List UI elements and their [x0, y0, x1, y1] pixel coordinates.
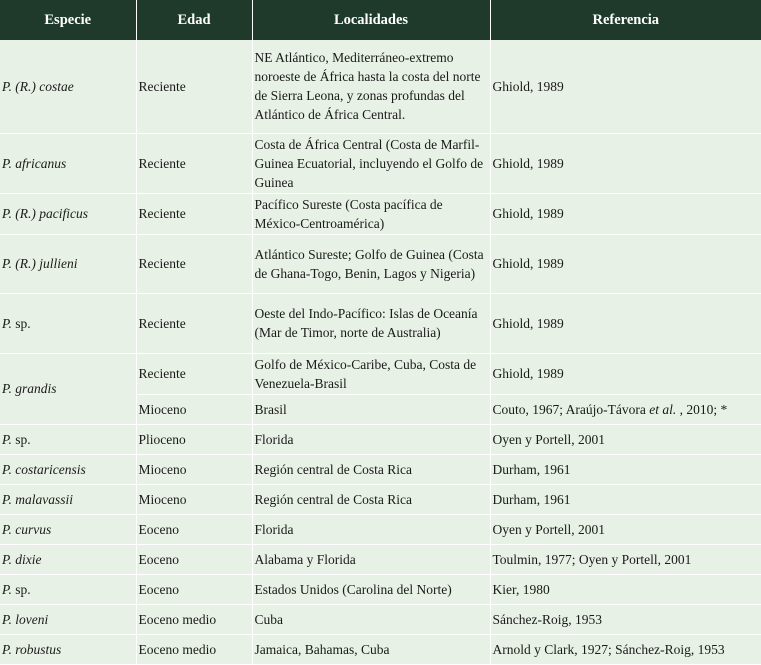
genus: P.: [2, 381, 12, 396]
species-name: pacificus: [39, 206, 89, 221]
especie-cell: [0, 634, 136, 664]
table-row: [0, 454, 761, 484]
species-name: sp.: [15, 315, 31, 331]
referencia-cell: [490, 394, 761, 424]
referencia-cell: Ghiold, 1989: [490, 133, 761, 193]
header-localidades: Localidades: [252, 0, 490, 40]
especie-cell: [0, 193, 136, 234]
species-name: grandis: [15, 381, 57, 396]
genus: P.: [2, 256, 12, 271]
genus: P.: [2, 611, 12, 627]
genus: P.: [2, 581, 12, 597]
species-name: dixie: [15, 551, 42, 567]
especie-cell: [0, 574, 136, 604]
genus: P.: [2, 315, 12, 331]
referencia-cell: Ghiold, 1989: [490, 234, 761, 293]
species-name: malavassii: [15, 491, 74, 507]
edad-cell: Reciente: [136, 293, 252, 353]
especie-cell: [0, 293, 136, 353]
genus: P.: [2, 551, 12, 567]
table-row: [0, 193, 761, 234]
edad-cell: Plioceno: [136, 424, 252, 454]
referencia-cell: Ghiold, 1989: [490, 293, 761, 353]
table-row: [0, 293, 761, 353]
table-row: [0, 514, 761, 544]
especie-cell: [0, 40, 136, 133]
especie-cell: [0, 133, 136, 193]
edad-cell: Eoceno medio: [136, 604, 252, 634]
header-especie: Especie: [0, 0, 136, 40]
edad-cell: Eoceno: [136, 514, 252, 544]
table-row: [0, 634, 761, 664]
species-name: curvus: [15, 521, 52, 537]
table-row: [0, 133, 761, 193]
edad-cell: Reciente: [136, 40, 252, 133]
table-row: [0, 40, 761, 133]
referencia-cell: Ghiold, 1989: [490, 193, 761, 234]
subgenus: (R.): [15, 256, 36, 271]
edad-cell: Reciente: [136, 193, 252, 234]
localidades-cell: Región central de Costa Rica: [252, 454, 490, 484]
subgenus: (R.): [15, 206, 36, 221]
table-row: [0, 604, 761, 634]
genus: P.: [2, 78, 12, 94]
localidades-cell: Atlántico Sureste; Golfo de Guinea (Costa de Ghana-Togo, Benin, Lagos y Nigeria): [252, 234, 490, 293]
edad-cell: Mioceno: [136, 454, 252, 484]
localidades-cell: Pacífico Sureste (Costa pacífica de México-Centroamérica): [252, 193, 490, 234]
especie-cell: [0, 424, 136, 454]
localidades-cell: Florida: [252, 514, 490, 544]
header-row: [0, 0, 761, 40]
localidades-cell: Brasil: [252, 394, 490, 424]
genus: P.: [2, 461, 12, 477]
species-name: robustus: [15, 641, 62, 657]
especie-cell: [0, 454, 136, 484]
header-edad: Edad: [136, 0, 252, 40]
table-row: [0, 484, 761, 514]
especie-cell: [0, 514, 136, 544]
species-name: costaricensis: [15, 461, 86, 477]
subgenus: (R.): [15, 78, 36, 94]
referencia-cell: Oyen y Portell, 2001: [490, 514, 761, 544]
species-name: costae: [39, 78, 74, 94]
species-name: jullieni: [39, 256, 78, 271]
referencia-cell: Arnold y Clark, 1927; Sánchez-Roig, 1953: [490, 634, 761, 664]
especie-cell: [0, 544, 136, 574]
species-name: sp.: [15, 431, 31, 447]
especie-cell: [0, 604, 136, 634]
especie-cell: [0, 484, 136, 514]
table-row: [0, 353, 761, 394]
localidades-cell: Cuba: [252, 604, 490, 634]
localidades-cell: Jamaica, Bahamas, Cuba: [252, 634, 490, 664]
edad-cell: Eoceno: [136, 544, 252, 574]
edad-cell: Mioceno: [136, 484, 252, 514]
localidades-cell: Alabama y Florida: [252, 544, 490, 574]
localidades-cell: NE Atlántico, Mediterráneo-extremo noroeste de África hasta la costa del norte de Sierra Leona, y zonas profundas del Atlántico de África Central.: [252, 40, 490, 133]
referencia-cell: Sánchez-Roig, 1953: [490, 604, 761, 634]
ref-text: Couto, 1967; Araújo-Távora: [492, 401, 650, 417]
species-name: africanus: [15, 155, 67, 171]
edad-cell: Reciente: [136, 353, 252, 394]
edad-cell: Reciente: [136, 133, 252, 193]
referencia-cell: Durham, 1961: [490, 454, 761, 484]
species-name: loveni: [15, 611, 49, 627]
genus: P.: [2, 491, 12, 507]
table-row: [0, 424, 761, 454]
header-referencia: Referencia: [490, 0, 761, 40]
genus: P.: [2, 521, 12, 537]
referencia-cell: Ghiold, 1989: [490, 40, 761, 133]
edad-cell: Reciente: [136, 234, 252, 293]
genus: P.: [2, 431, 12, 447]
localidades-cell: Oeste del Indo-Pacífico: Islas de Oceanía (Mar de Timor, norte de Australia): [252, 293, 490, 353]
localidades-cell: Estados Unidos (Carolina del Norte): [252, 574, 490, 604]
localidades-cell: Costa de África Central (Costa de Marfil-Guinea Ecuatorial, incluyendo el Golfo de Guinea: [252, 133, 490, 193]
referencia-cell: Kier, 1980: [490, 574, 761, 604]
referencia-cell: Oyen y Portell, 2001: [490, 424, 761, 454]
especie-cell: [0, 353, 136, 424]
table-row: [0, 574, 761, 604]
species-name: sp.: [15, 581, 31, 597]
table-row: [0, 544, 761, 574]
referencia-cell: Durham, 1961: [490, 484, 761, 514]
table-row: [0, 234, 761, 293]
genus: P.: [2, 206, 12, 221]
referencia-cell: Ghiold, 1989: [490, 353, 761, 394]
edad-cell: Eoceno: [136, 574, 252, 604]
ref-text: , 2010; *: [676, 401, 728, 417]
ref-etal: et al.: [649, 401, 677, 417]
localidades-cell: Región central de Costa Rica: [252, 484, 490, 514]
especie-cell: [0, 234, 136, 293]
localidades-cell: Golfo de México-Caribe, Cuba, Costa de Venezuela-Brasil: [252, 353, 490, 394]
localidades-cell: Florida: [252, 424, 490, 454]
genus: P.: [2, 641, 12, 657]
genus: P.: [2, 155, 12, 171]
referencia-cell: Toulmin, 1977; Oyen y Portell, 2001: [490, 544, 761, 574]
edad-cell: Eoceno medio: [136, 634, 252, 664]
edad-cell: Mioceno: [136, 394, 252, 424]
